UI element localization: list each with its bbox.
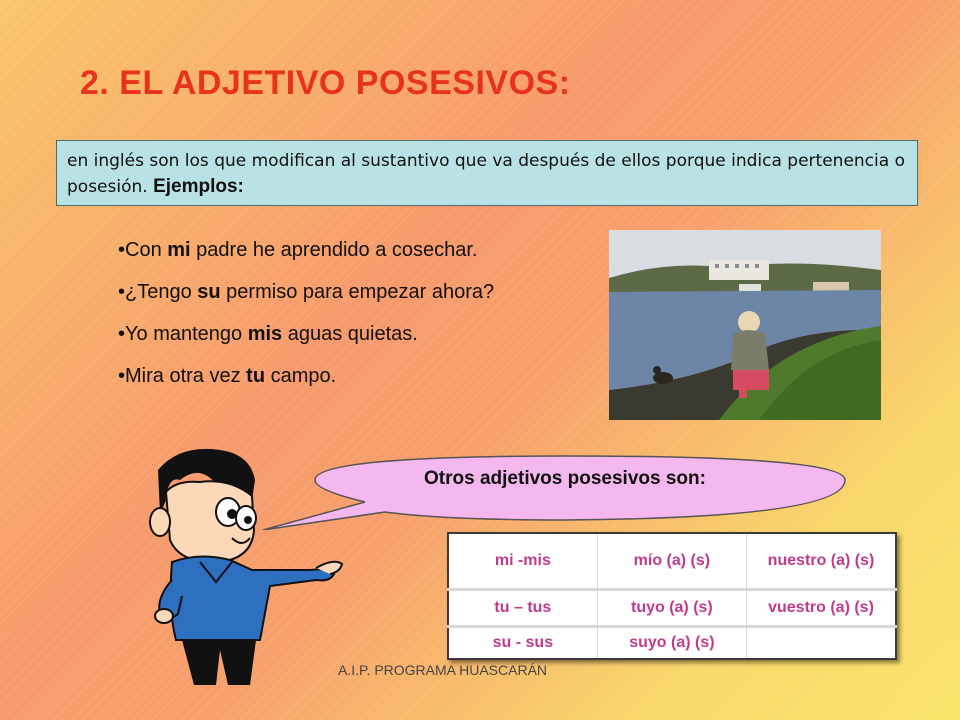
table-cell: tu – tus [448, 590, 597, 627]
table-cell: vuestro (a) (s) [747, 590, 896, 627]
table-cell: mi -mis [448, 533, 597, 590]
table-row [448, 626, 896, 659]
definition-box [56, 140, 918, 206]
table-cell [747, 626, 896, 659]
table-cell: suyo (a) (s) [597, 626, 746, 659]
child-by-river-photo [609, 230, 881, 420]
example-item: •¿Tengo su permiso para empezar ahora? [118, 281, 495, 303]
table-row [448, 590, 896, 627]
slide-title: 2. EL ADJETIVO POSESIVOS: [80, 64, 571, 102]
table-cell: mío (a) (s) [597, 533, 746, 590]
definition-text: en inglés son los que modifican al sustantivo que va después de ellos porque indica pertenencia o posesión [67, 151, 905, 197]
examples-list [118, 236, 494, 404]
table-cell: nuestro (a) (s) [747, 533, 896, 590]
possessive-word: mis [247, 323, 283, 345]
possessive-word: mi [167, 239, 191, 261]
examples-label: Ejemplos: [153, 176, 244, 197]
possessive-adjectives-table [447, 532, 897, 660]
table-row [448, 533, 896, 590]
footer-text: A.I.P. PROGRAMA HUASCARÁN [338, 662, 548, 678]
table-cell: su - sus [448, 626, 597, 659]
example-item: •Con mi padre he aprendido a cosechar. [118, 239, 478, 261]
possessive-word: tu [246, 365, 266, 387]
possessive-word: su [197, 281, 221, 303]
bubble-text: Otros adjetivos posesivos son: [424, 468, 706, 489]
example-item: •Yo mantengo mis aguas quietas. [118, 323, 418, 345]
example-item: •Mira otra vez tu campo. [118, 365, 337, 387]
definition-period: . [142, 177, 148, 197]
table-cell: tuyo (a) (s) [597, 590, 746, 627]
